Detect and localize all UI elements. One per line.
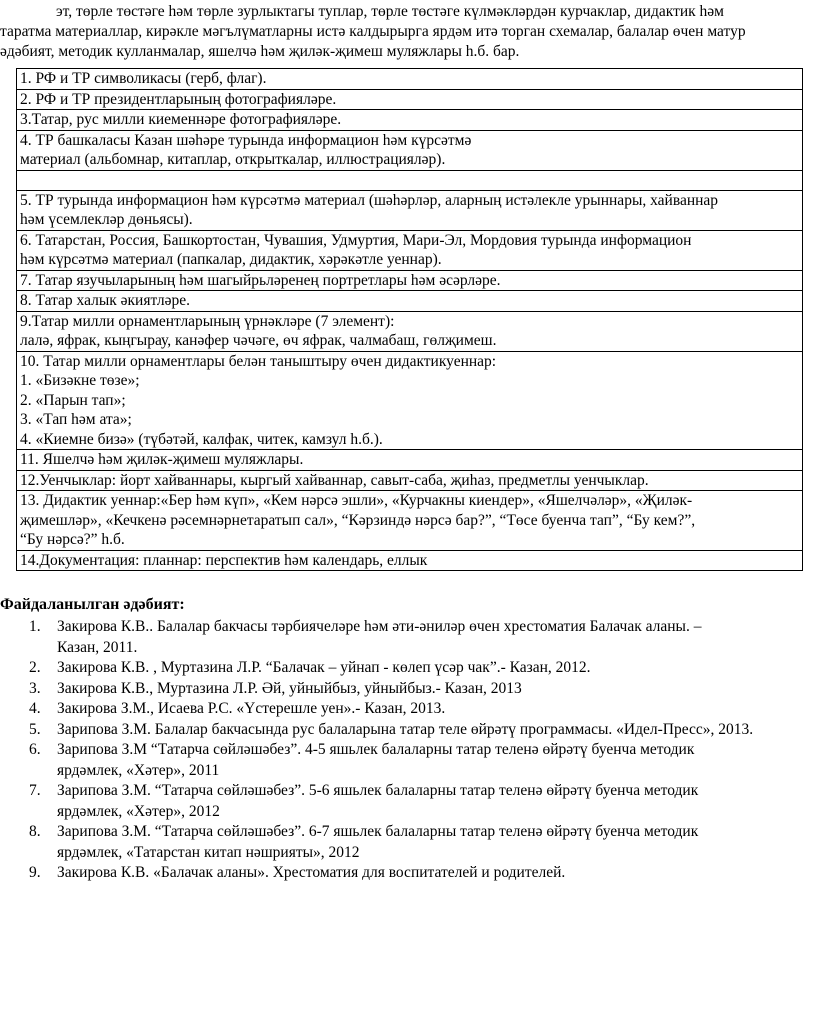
table-cell-line: 10. Татар милли орнаментлары белән таныштыру өчен дидактикуеннар: bbox=[20, 352, 497, 370]
table-row bbox=[17, 170, 803, 190]
table-cell-line: 3.Татар, рус милли киеменнәре фотографияләре. bbox=[20, 111, 342, 128]
table-row bbox=[17, 190, 803, 230]
reference-line: ярдәмлек, «Хәтер», 2011 bbox=[57, 761, 220, 779]
table-row bbox=[17, 130, 803, 170]
table-cell-line: 7. Татар язучыларының һәм шагыйрьләренең портретлары һәм әсәрләре. bbox=[20, 271, 501, 289]
references-list bbox=[0, 617, 816, 884]
reference-line: ярдәмлек, «Хәтер», 2012 bbox=[57, 802, 220, 820]
table-row bbox=[17, 110, 803, 131]
table-cell bbox=[17, 110, 803, 131]
table-cell bbox=[17, 351, 803, 450]
table-cell bbox=[17, 450, 803, 471]
table-cell-line: материал (альбомнар, китаплар, открыткалар, иллюстрацияләр). bbox=[20, 151, 446, 168]
reference-item bbox=[0, 699, 816, 720]
reference-item bbox=[0, 822, 816, 863]
table-row bbox=[17, 291, 803, 312]
table-cell-line: “Бу нәрсә?” һ.б. bbox=[20, 531, 125, 548]
reference-number: 1. bbox=[29, 618, 41, 635]
table-cell bbox=[17, 130, 803, 170]
table-row bbox=[17, 550, 803, 571]
table-cell bbox=[17, 311, 803, 351]
table-cell-line: 4. «Киемне бизә» (түбәтәй, калфак, читек, камзул һ.б.). bbox=[20, 430, 383, 448]
table-cell bbox=[17, 89, 803, 110]
reference-line: Закирова К.В. «Балачак аланы». Хрестоматия для воспитателей и родителей. bbox=[57, 864, 566, 881]
reference-number: 4. bbox=[29, 700, 41, 717]
table-cell-line: 11. Яшелчә һәм җиләк-җимеш муляжлары. bbox=[20, 451, 304, 468]
intro-line: әдәбият, методик кулланмалар, яшелчә һәм җиләк-җимеш муляжлары һ.б. бар. bbox=[0, 43, 520, 60]
reference-number: 3. bbox=[29, 679, 41, 697]
reference-item bbox=[0, 617, 816, 658]
table-row bbox=[17, 230, 803, 270]
table-cell-line: 9.Татар милли орнаментларының үрнәкләре (7 элемент): bbox=[20, 312, 395, 330]
table-cell-line: 2. «Парын тап»; bbox=[20, 391, 126, 409]
reference-number: 8. bbox=[29, 823, 41, 840]
table-cell bbox=[17, 470, 803, 491]
table-cell-line: һәм үсемлекләр дөньясы). bbox=[20, 211, 193, 228]
reference-line: Зарипова З.М. “Татарча сөйләшәбез”. 6-7 яшьлек балаларны татар теленә өйрәтү буенча методик bbox=[57, 823, 699, 840]
table-cell-line: 6. Татарстан, Россия, Башкортостан, Чувашия, Удмуртия, Мари-Эл, Мордовия турында информацион bbox=[20, 231, 692, 249]
table-row bbox=[17, 351, 803, 450]
table-cell-line: 14.Документация: планнар: перспектив һәм календарь, еллык bbox=[20, 551, 428, 569]
reference-line: Зарипова З.М. “Татарча сөйләшәбез”. 5-6 яшьлек балаларны татар теленә өйрәтү буенча методик bbox=[57, 782, 699, 799]
references-title: Файдаланылган әдәбият: bbox=[0, 596, 185, 613]
table-row bbox=[17, 89, 803, 110]
intro-line: эт, төрле төстәге һәм төрле зурлыктагы туплар, төрле төстәге күлмәкләрдән курчаклар, дидактик һәм bbox=[56, 3, 724, 20]
equipment-table bbox=[16, 68, 803, 571]
table-row bbox=[17, 69, 803, 90]
table-cell-line: 12.Уенчыклар: йорт хайваннары, кыргый хайваннар, савыт-саба, җиһаз, предметлы уенчыклар. bbox=[20, 471, 649, 489]
reference-line: Казан, 2011. bbox=[57, 638, 138, 656]
table-cell bbox=[17, 170, 803, 190]
table-row bbox=[17, 450, 803, 471]
reference-item bbox=[0, 740, 816, 781]
reference-line: Закирова З.М., Исаева Р.С. «Үстерешле уен».- Казан, 2013. bbox=[57, 700, 446, 717]
table-cell-line: һәм күрсәтмә материал (папкалар, дидактик, хәрәкәтле уеннар). bbox=[20, 251, 442, 268]
reference-line: Закирова К.В., Муртазина Л.Р. Әй, уйныйбыз, уйныйбыз.- Казан, 2013 bbox=[57, 679, 522, 697]
table-cell-line: 8. Татар халык әкиятләре. bbox=[20, 292, 190, 309]
reference-line: Закирова К.В. , Муртазина Л.Р. “Балачак – уйнап - көлеп үсәр чак”.- Казан, 2012. bbox=[57, 659, 591, 676]
table-cell bbox=[17, 491, 803, 551]
table-row bbox=[17, 270, 803, 291]
table-cell-line: 3. «Тап һәм ата»; bbox=[20, 411, 132, 428]
reference-number: 7. bbox=[29, 782, 41, 799]
table-cell-line: 1. РФ и ТР символикасы (герб, флаг). bbox=[20, 70, 267, 87]
table-cell-line: 5. ТР турында информацион һәм күрсәтмә материал (шәһәрләр, аларның истәлекле урыннары, хайваннар bbox=[20, 191, 719, 209]
reference-item bbox=[0, 863, 816, 884]
table-cell bbox=[17, 291, 803, 312]
table-row bbox=[17, 491, 803, 551]
table-cell-line: 4. ТР башкаласы Казан шәһәре турында информацион һәм күрсәтмә bbox=[20, 131, 472, 149]
table-cell-line: лалә, яфрак, кыңгырау, канәфер чәчәге, өч яфрак, чалмабаш, гөлҗимеш. bbox=[20, 332, 497, 349]
table-cell-line: җимешләр», «Кечкенә рәсемнәрнетаратып сал», “Кәрзиндә нәрсә бар?”, “Төсе буенча тап”, “Бу кем?”, bbox=[20, 511, 696, 529]
reference-number: 9. bbox=[29, 864, 41, 881]
table-cell-line: 2. РФ и ТР президентларының фотографияләре. bbox=[20, 90, 337, 108]
table-cell-line: 13. Дидактик уеннар:«Бер һәм күп», «Кем нәрсә эшли», «Курчакны киендер», «Яшелчәләр», «Җиләк- bbox=[20, 492, 693, 509]
reference-item bbox=[0, 720, 816, 741]
reference-line: ярдәмлек, «Татарстан китап нәшрияты», 2012 bbox=[57, 843, 360, 861]
reference-item bbox=[0, 679, 816, 700]
table-cell bbox=[17, 69, 803, 90]
reference-line: Зарипова З.М “Татарча сөйләшәбез”. 4-5 яшьлек балаларны татар теленә өйрәтү буенча методик bbox=[57, 741, 695, 758]
intro-line: таратма материаллар, кирәкле мәгълүматларны истә калдырырга ярдәм итә торган схемалар, балалар өчен матур bbox=[0, 23, 746, 40]
reference-line: Закирова К.В.. Балалар бакчасы тәрбиячеләре һәм әти-әниләр өчен хрестоматия Балачак аланы. – bbox=[57, 618, 702, 635]
table-row bbox=[17, 470, 803, 491]
reference-item bbox=[0, 658, 816, 679]
reference-number: 2. bbox=[29, 659, 41, 676]
table-cell bbox=[17, 270, 803, 291]
table-cell bbox=[17, 550, 803, 571]
table-cell bbox=[17, 190, 803, 230]
table-cell-line: 1. «Бизәкне төзе»; bbox=[20, 372, 140, 389]
intro-paragraph bbox=[0, 2, 816, 62]
table-row bbox=[17, 311, 803, 351]
reference-number: 6. bbox=[29, 741, 41, 758]
reference-item bbox=[0, 781, 816, 822]
reference-number: 5. bbox=[29, 720, 41, 738]
table-cell bbox=[17, 230, 803, 270]
reference-line: Зарипова З.М. Балалар бакчасында рус балаларына татар теле өйрәтү программасы. «Идел-Пресс», 2013. bbox=[57, 720, 754, 738]
